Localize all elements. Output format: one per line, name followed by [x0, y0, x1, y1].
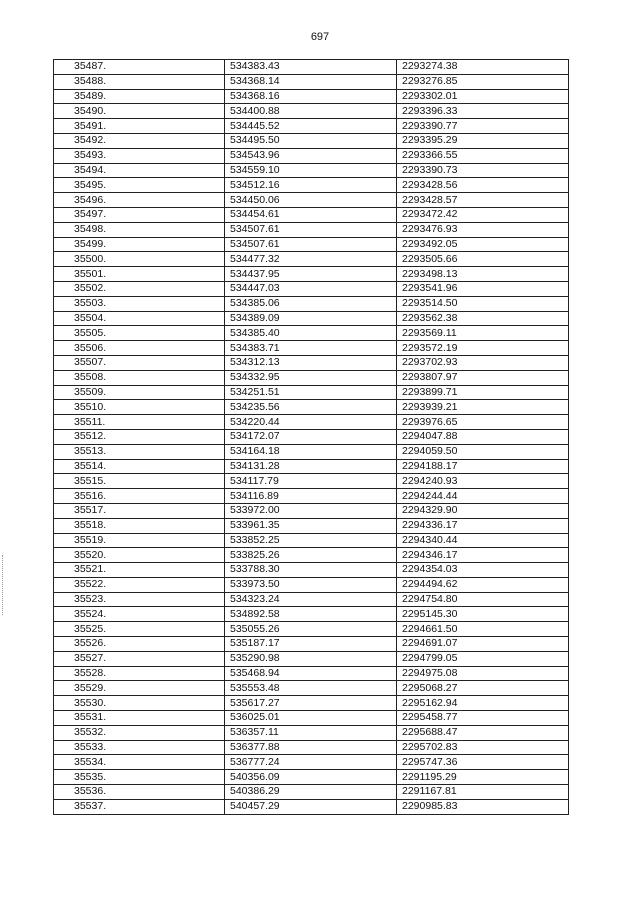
point-number-cell: 35526. — [54, 637, 225, 652]
table-row — [54, 415, 569, 430]
table-row — [54, 252, 569, 267]
x-coordinate-cell: 534507.61 — [225, 222, 397, 237]
point-number-cell: 35530. — [54, 696, 225, 711]
point-number-cell: 35516. — [54, 489, 225, 504]
margin-mark — [2, 555, 3, 615]
x-coordinate-cell: 534383.71 — [225, 341, 397, 356]
x-coordinate-cell: 535468.94 — [225, 666, 397, 681]
point-number-cell: 35511. — [54, 415, 225, 430]
table-row — [54, 429, 569, 444]
table-row — [54, 755, 569, 770]
point-number-cell: 35498. — [54, 222, 225, 237]
table-row — [54, 563, 569, 578]
x-coordinate-cell: 536357.11 — [225, 725, 397, 740]
table-row — [54, 355, 569, 370]
x-coordinate-cell: 534559.10 — [225, 163, 397, 178]
table-row — [54, 651, 569, 666]
point-number-cell: 35513. — [54, 444, 225, 459]
table-row — [54, 237, 569, 252]
point-number-cell: 35504. — [54, 311, 225, 326]
y-coordinate-cell: 2294494.62 — [397, 577, 569, 592]
y-coordinate-cell: 2294340.44 — [397, 533, 569, 548]
y-coordinate-cell: 2293807.97 — [397, 370, 569, 385]
x-coordinate-cell: 534437.95 — [225, 267, 397, 282]
y-coordinate-cell: 2293476.93 — [397, 222, 569, 237]
x-coordinate-cell: 535055.26 — [225, 622, 397, 637]
y-coordinate-cell: 2293514.50 — [397, 296, 569, 311]
coordinates-table — [53, 59, 569, 815]
y-coordinate-cell: 2293274.38 — [397, 60, 569, 75]
x-coordinate-cell: 534332.95 — [225, 370, 397, 385]
point-number-cell: 35497. — [54, 207, 225, 222]
y-coordinate-cell: 2290985.83 — [397, 799, 569, 814]
point-number-cell: 35536. — [54, 785, 225, 800]
y-coordinate-cell: 2295702.83 — [397, 740, 569, 755]
table-row — [54, 770, 569, 785]
x-coordinate-cell: 534507.61 — [225, 237, 397, 252]
y-coordinate-cell: 2294754.80 — [397, 592, 569, 607]
point-number-cell: 35507. — [54, 355, 225, 370]
table-row — [54, 341, 569, 356]
y-coordinate-cell: 2293395.29 — [397, 133, 569, 148]
x-coordinate-cell: 534368.16 — [225, 89, 397, 104]
x-coordinate-cell: 534400.88 — [225, 104, 397, 119]
point-number-cell: 35534. — [54, 755, 225, 770]
point-number-cell: 35514. — [54, 459, 225, 474]
table-row — [54, 400, 569, 415]
x-coordinate-cell: 534454.61 — [225, 207, 397, 222]
table-row — [54, 725, 569, 740]
point-number-cell: 35491. — [54, 119, 225, 134]
point-number-cell: 35505. — [54, 326, 225, 341]
point-number-cell: 35525. — [54, 622, 225, 637]
x-coordinate-cell: 533788.30 — [225, 563, 397, 578]
point-number-cell: 35509. — [54, 385, 225, 400]
point-number-cell: 35487. — [54, 60, 225, 75]
y-coordinate-cell: 2294336.17 — [397, 518, 569, 533]
table-row — [54, 489, 569, 504]
point-number-cell: 35521. — [54, 563, 225, 578]
y-coordinate-cell: 2294975.08 — [397, 666, 569, 681]
point-number-cell: 35489. — [54, 89, 225, 104]
y-coordinate-cell: 2293498.13 — [397, 267, 569, 282]
y-coordinate-cell: 2293569.11 — [397, 326, 569, 341]
table-row — [54, 193, 569, 208]
table-row — [54, 89, 569, 104]
table-row — [54, 711, 569, 726]
y-coordinate-cell: 2293505.66 — [397, 252, 569, 267]
x-coordinate-cell: 533825.26 — [225, 548, 397, 563]
table-row — [54, 444, 569, 459]
x-coordinate-cell: 534477.32 — [225, 252, 397, 267]
x-coordinate-cell: 534383.43 — [225, 60, 397, 75]
table-row — [54, 577, 569, 592]
x-coordinate-cell: 536377.88 — [225, 740, 397, 755]
x-coordinate-cell: 540356.09 — [225, 770, 397, 785]
point-number-cell: 35488. — [54, 74, 225, 89]
x-coordinate-cell: 535553.48 — [225, 681, 397, 696]
page-number: 697 — [310, 31, 330, 43]
point-number-cell: 35517. — [54, 503, 225, 518]
x-coordinate-cell: 540386.29 — [225, 785, 397, 800]
x-coordinate-cell: 534220.44 — [225, 415, 397, 430]
x-coordinate-cell: 533972.00 — [225, 503, 397, 518]
table-row — [54, 326, 569, 341]
y-coordinate-cell: 2293428.56 — [397, 178, 569, 193]
point-number-cell: 35496. — [54, 193, 225, 208]
y-coordinate-cell: 2295145.30 — [397, 607, 569, 622]
point-number-cell: 35537. — [54, 799, 225, 814]
table-row — [54, 459, 569, 474]
point-number-cell: 35506. — [54, 341, 225, 356]
x-coordinate-cell: 534368.14 — [225, 74, 397, 89]
x-coordinate-cell: 533973.50 — [225, 577, 397, 592]
table-row — [54, 474, 569, 489]
x-coordinate-cell: 534235.56 — [225, 400, 397, 415]
x-coordinate-cell: 534389.09 — [225, 311, 397, 326]
point-number-cell: 35510. — [54, 400, 225, 415]
table-row — [54, 385, 569, 400]
table-row — [54, 311, 569, 326]
y-coordinate-cell: 2294188.17 — [397, 459, 569, 474]
table-row — [54, 785, 569, 800]
x-coordinate-cell: 534117.79 — [225, 474, 397, 489]
point-number-cell: 35515. — [54, 474, 225, 489]
table-row — [54, 799, 569, 814]
table-row — [54, 178, 569, 193]
table-row — [54, 163, 569, 178]
x-coordinate-cell: 535290.98 — [225, 651, 397, 666]
table-row — [54, 622, 569, 637]
y-coordinate-cell: 2293702.93 — [397, 355, 569, 370]
x-coordinate-cell: 535187.17 — [225, 637, 397, 652]
point-number-cell: 35495. — [54, 178, 225, 193]
x-coordinate-cell: 534495.50 — [225, 133, 397, 148]
table-row — [54, 666, 569, 681]
table-row — [54, 681, 569, 696]
table-row — [54, 370, 569, 385]
point-number-cell: 35533. — [54, 740, 225, 755]
point-number-cell: 35490. — [54, 104, 225, 119]
x-coordinate-cell: 536025.01 — [225, 711, 397, 726]
y-coordinate-cell: 2294244.44 — [397, 489, 569, 504]
y-coordinate-cell: 2293939.21 — [397, 400, 569, 415]
table-row — [54, 133, 569, 148]
y-coordinate-cell: 2293390.73 — [397, 163, 569, 178]
y-coordinate-cell: 2295458.77 — [397, 711, 569, 726]
x-coordinate-cell: 535617.27 — [225, 696, 397, 711]
x-coordinate-cell: 534172.07 — [225, 429, 397, 444]
y-coordinate-cell: 2295747.36 — [397, 755, 569, 770]
y-coordinate-cell: 2294047.88 — [397, 429, 569, 444]
y-coordinate-cell: 2294691.07 — [397, 637, 569, 652]
y-coordinate-cell: 2293302.01 — [397, 89, 569, 104]
y-coordinate-cell: 2293366.55 — [397, 148, 569, 163]
y-coordinate-cell: 2293276.85 — [397, 74, 569, 89]
point-number-cell: 35493. — [54, 148, 225, 163]
coordinates-table-body — [54, 60, 569, 815]
y-coordinate-cell: 2294799.05 — [397, 651, 569, 666]
point-number-cell: 35520. — [54, 548, 225, 563]
y-coordinate-cell: 2293472.42 — [397, 207, 569, 222]
y-coordinate-cell: 2293396.33 — [397, 104, 569, 119]
x-coordinate-cell: 540457.29 — [225, 799, 397, 814]
x-coordinate-cell: 534892.58 — [225, 607, 397, 622]
y-coordinate-cell: 2294354.03 — [397, 563, 569, 578]
point-number-cell: 35519. — [54, 533, 225, 548]
x-coordinate-cell: 536777.24 — [225, 755, 397, 770]
y-coordinate-cell: 2295688.47 — [397, 725, 569, 740]
y-coordinate-cell: 2293492.05 — [397, 237, 569, 252]
table-row — [54, 207, 569, 222]
x-coordinate-cell: 533961.35 — [225, 518, 397, 533]
x-coordinate-cell: 534312.13 — [225, 355, 397, 370]
point-number-cell: 35494. — [54, 163, 225, 178]
table-row — [54, 60, 569, 75]
table-row — [54, 104, 569, 119]
x-coordinate-cell: 534445.52 — [225, 119, 397, 134]
point-number-cell: 35532. — [54, 725, 225, 740]
table-row — [54, 533, 569, 548]
y-coordinate-cell: 2293572.19 — [397, 341, 569, 356]
y-coordinate-cell: 2294346.17 — [397, 548, 569, 563]
y-coordinate-cell: 2293562.38 — [397, 311, 569, 326]
y-coordinate-cell: 2294059.50 — [397, 444, 569, 459]
x-coordinate-cell: 534385.06 — [225, 296, 397, 311]
x-coordinate-cell: 534251.51 — [225, 385, 397, 400]
y-coordinate-cell: 2294240.93 — [397, 474, 569, 489]
table-row — [54, 518, 569, 533]
point-number-cell: 35527. — [54, 651, 225, 666]
table-row — [54, 637, 569, 652]
y-coordinate-cell: 2293541.96 — [397, 281, 569, 296]
y-coordinate-cell: 2294329.90 — [397, 503, 569, 518]
point-number-cell: 35500. — [54, 252, 225, 267]
y-coordinate-cell: 2295162.94 — [397, 696, 569, 711]
y-coordinate-cell: 2293428.57 — [397, 193, 569, 208]
table-row — [54, 592, 569, 607]
x-coordinate-cell: 533852.25 — [225, 533, 397, 548]
point-number-cell: 35518. — [54, 518, 225, 533]
x-coordinate-cell: 534385.40 — [225, 326, 397, 341]
point-number-cell: 35531. — [54, 711, 225, 726]
table-row — [54, 281, 569, 296]
point-number-cell: 35508. — [54, 370, 225, 385]
table-row — [54, 548, 569, 563]
x-coordinate-cell: 534450.06 — [225, 193, 397, 208]
point-number-cell: 35503. — [54, 296, 225, 311]
y-coordinate-cell: 2293899.71 — [397, 385, 569, 400]
y-coordinate-cell: 2291167.81 — [397, 785, 569, 800]
point-number-cell: 35499. — [54, 237, 225, 252]
table-row — [54, 119, 569, 134]
x-coordinate-cell: 534131.28 — [225, 459, 397, 474]
y-coordinate-cell: 2293976.65 — [397, 415, 569, 430]
x-coordinate-cell: 534543.96 — [225, 148, 397, 163]
point-number-cell: 35524. — [54, 607, 225, 622]
table-row — [54, 222, 569, 237]
point-number-cell: 35492. — [54, 133, 225, 148]
x-coordinate-cell: 534323.24 — [225, 592, 397, 607]
table-row — [54, 696, 569, 711]
x-coordinate-cell: 534164.18 — [225, 444, 397, 459]
table-row — [54, 740, 569, 755]
point-number-cell: 35528. — [54, 666, 225, 681]
point-number-cell: 35502. — [54, 281, 225, 296]
table-row — [54, 74, 569, 89]
point-number-cell: 35529. — [54, 681, 225, 696]
point-number-cell: 35501. — [54, 267, 225, 282]
point-number-cell: 35535. — [54, 770, 225, 785]
point-number-cell: 35523. — [54, 592, 225, 607]
point-number-cell: 35512. — [54, 429, 225, 444]
table-row — [54, 148, 569, 163]
y-coordinate-cell: 2294661.50 — [397, 622, 569, 637]
point-number-cell: 35522. — [54, 577, 225, 592]
table-row — [54, 267, 569, 282]
x-coordinate-cell: 534512.16 — [225, 178, 397, 193]
x-coordinate-cell: 534116.89 — [225, 489, 397, 504]
x-coordinate-cell: 534447.03 — [225, 281, 397, 296]
table-row — [54, 296, 569, 311]
y-coordinate-cell: 2291195.29 — [397, 770, 569, 785]
y-coordinate-cell: 2293390.77 — [397, 119, 569, 134]
table-row — [54, 607, 569, 622]
y-coordinate-cell: 2295068.27 — [397, 681, 569, 696]
table-row — [54, 503, 569, 518]
